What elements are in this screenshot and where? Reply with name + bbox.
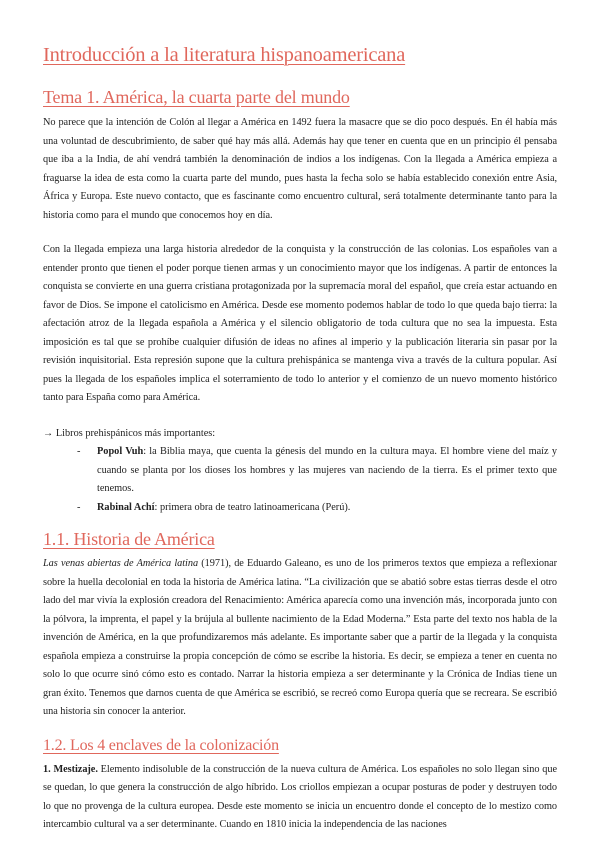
- paragraph-galeano: [43, 555, 557, 722]
- paragraph-text: Elemento indisoluble de la construcción de la nueva cultura de América. Los españoles no solo llegan sino que se quedan, lo que genera la construcción de algo híbrido. Los criollos empiezan a ocupar posturas de poder y destruyen todo lo que no provenga de la cultura europea. Desde este momento se inicia un encuentro donde el concepto de lo mestizo como intercambio cultural va a ser determinante. Cuando en 1810 inicia la independencia de las naciones: [43, 763, 557, 830]
- paragraph-colon-intro: No parece que la intención de Colón al llegar a América en 1492 fuera la masacre que se dio poco después. En él había más una voluntad de descubrimiento, de saber qué hay más allá. Además hay que tener en cuenta que en un principio él pensaba que iba a la India, de ahí vendrá también la denominación de indios a los indígenas. Con la llegada a América empieza a fraguarse la idea de esta como la cuarta parte del mundo, pues hasta la fecha solo se había establecido conexión entre Asia, África y Europa. Este nuevo contacto, que es fascinante como encuentro cultural, será totalmente determinante tanto para la historia como para el mundo que conocemos hoy en día.: [43, 117, 557, 221]
- paragraph-conquista: Con la llegada empieza una larga historia alrededor de la conquista y la construcción de las colonias. Los españoles van a entender pronto que tienen el poder porque tienen armas y un conocimiento mayor que los indígenas. A partir de entonces la conquista se convierte en una guerra cristiana protagonizada por la supremacía moral del español, que creía estar actuando en favor de Dios. Se impone el catolicismo en América. Desde ese momento podemos hablar de todo lo que queda bajo tierra: la afectación atroz de la llegada española a América y el silencio obligatorio de toda cultura que no sea la impuesta. Esta imposición es tal que se prohíbe cualquier difusión de ideas no afines al imperio y la publicación literaria sin pasar por la revisión inquisitorial. Esta represión supone que la cultura prehispánica se mantenga viva a través de la cultura popular. Así pues la llegada de los españoles implica el soterramiento de todo lo anterior y el comienzo de un nuevo momento histórico tanto para España como para América.: [43, 244, 557, 403]
- list-item-term: Rabinal Achí: [97, 501, 155, 513]
- list-item-term: Popol Vuh: [97, 446, 144, 457]
- list-item-text: : primera obra de teatro latinoamericana (Perú).: [154, 501, 351, 513]
- list-item: [77, 443, 557, 499]
- paragraph-gap: [43, 225, 557, 241]
- section-heading-historia: 1.1. Historia de América: [43, 529, 215, 549]
- book-title: Las venas abiertas de América latina: [43, 558, 199, 569]
- list-heading: → Libros prehispánicos más importantes:: [43, 427, 216, 439]
- prehispanic-books-list: [43, 443, 557, 517]
- section-heading-enclaves: 1.2. Los 4 enclaves de la colonización: [43, 736, 279, 754]
- paragraph-text: (1971), de Eduardo Galeano, es uno de los primeros textos que empieza a reflexionar sobre la huella decolonial en toda la historia de América latina. “La civilización que se abatió sobre estas tierras desde el otro lado del mar vivía la explosión creadora del Renacimiento: América aparecía como una invención más, incorporada junto con la pólvora, la imprenta, el papel y la brújula al bullente nacimiento de la Edad Moderna.” Esta parte del texto nos habla de la invención de América, en la que profundizaremos más adelante. Es importante saber que a partir de la llegada y la conquista española empieza a construirse la propia concepción de cómo se escribe la historia. Es decir, se empieza a tener en cuenta no solo lo que ocurre sinó cómo esto es contado. Narrar la historia empieza a ser determinante y la Crónica de Indias tiene un gran éxito. Tenemos que darnos cuenta de que América se escribió, se recreó como Europa quería que se recreara. Se escribió una historia sin conocer la anterior.: [43, 558, 557, 717]
- list-item-text: : la Biblia maya, que cuenta la génesis del mundo en la cultura maya. El hombre viene del maíz y cuando se planta por los dioses los hombres y las mujeres van naciendo de la tierra. Es el primer texto que tenemos.: [97, 446, 558, 494]
- lead-term: 1. Mestizaje.: [43, 763, 98, 775]
- section-heading-tema-1: Tema 1. América, la cuarta parte del mundo: [43, 87, 350, 107]
- paragraph-mestizaje: [43, 761, 557, 835]
- list-item: [77, 499, 557, 518]
- list-dash: -: [77, 501, 81, 513]
- document-title: Introducción a la literatura hispanoamericana: [43, 44, 406, 66]
- paragraph-gap: [43, 408, 557, 424]
- list-dash: -: [77, 446, 81, 457]
